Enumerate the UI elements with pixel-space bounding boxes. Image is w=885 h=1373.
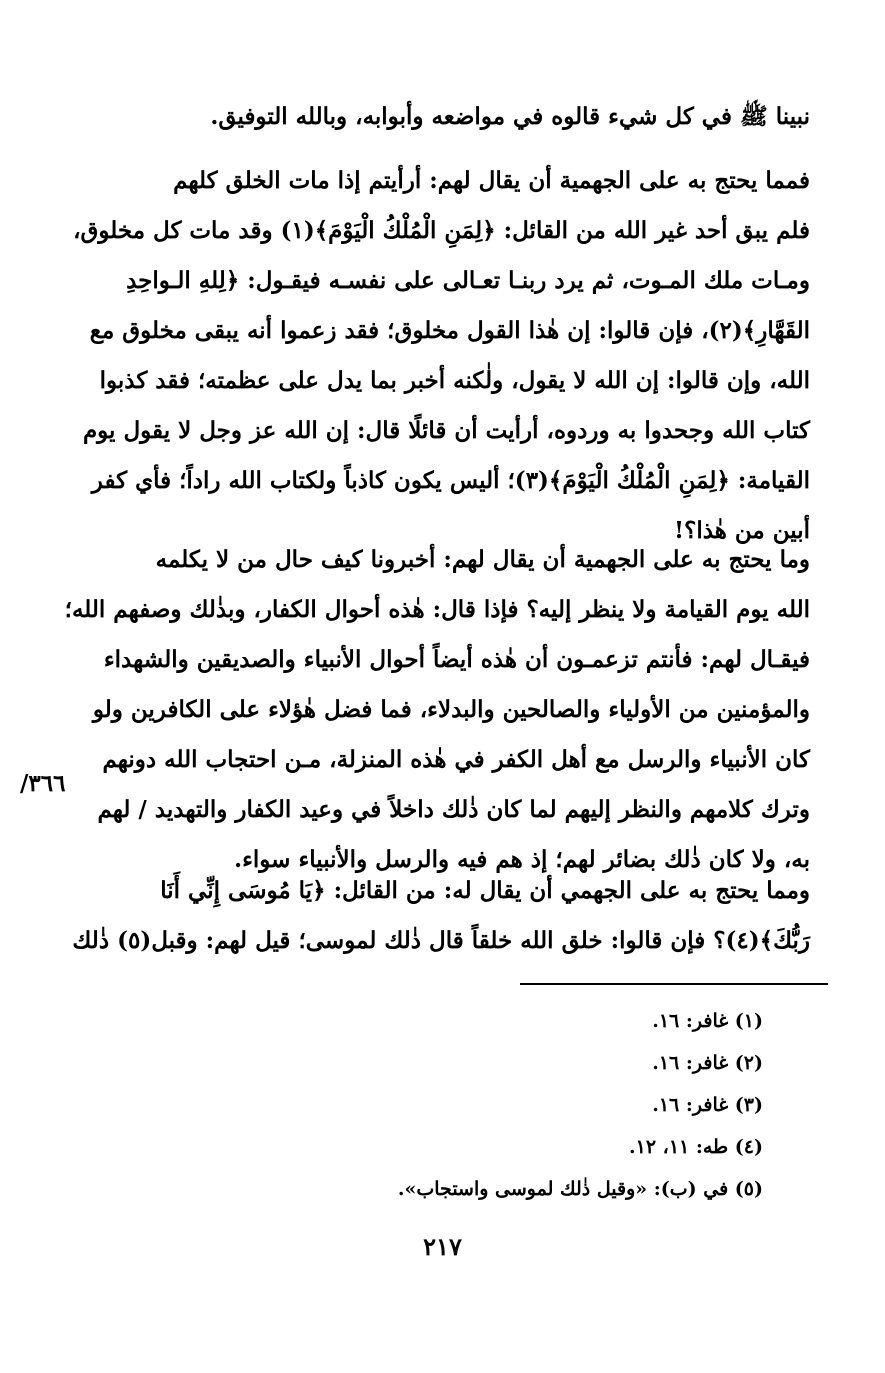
text-line: فلم يبق أحد غير الله من القائل: ﴿لِمَنِ الْمُلْكُ الْيَوْمَ﴾(١) وقد مات كل مخلوق، <box>73 217 810 244</box>
text-line: فيقـال لهم: فأنتم تزعمـون أن هٰذه أيضاً أحوال الأنبياء والصديقين والشهداء <box>103 646 810 673</box>
paragraph-2 <box>64 535 810 885</box>
footnotes <box>380 1000 763 1210</box>
footnote-item: (٢) غافر: ١٦. <box>652 1052 763 1074</box>
text-line: كان الأنبياء والرسل مع أهل الكفر في هٰذه المنزلة، مـن احتجاب الله دونهم <box>102 746 810 773</box>
paragraph-1 <box>73 156 810 556</box>
footnote-item: (٥) في (ب): «وقيل ذٰلك لموسى واستجاب». <box>397 1178 763 1200</box>
paragraph-3 <box>72 866 810 966</box>
text-line: نبينا ﷺ في كل شيء قالوه في مواضعه وأبوابه، وبالله التوفيق. <box>210 103 810 130</box>
text-line: به، ولا كان ذٰلك بضائر لهم؛ إذ هم فيه والرسل والأنبياء سواء. <box>234 846 810 873</box>
text-line: الله، وإن قالوا: إن الله لا يقول، ولٰكنه أخبر بما يدل على عظمته؛ فقد كذبوا <box>99 367 810 394</box>
text-line: والمؤمنين من الأولياء والصالحين والبدلاء، فما فضل هٰؤلاء على الكافرين ولو <box>92 696 810 723</box>
margin-page-reference: /٣٦٦ <box>20 770 66 797</box>
text-line: وترك كلامهم والنظر إليهم لما كان ذٰلك داخلاً في وعيد الكفار والتهديد / لهم <box>97 796 810 823</box>
text-line: كتاب الله وجحدوا به وردوه، أرأيت أن قائلًا قال: إن الله عز وجل لا يقول يوم <box>82 417 810 444</box>
text-line: رَبُّكَ﴾(٤)؟ فإن قالوا: خلق الله خلقاً قال ذٰلك لموسى؛ قيل لهم: وقبل(٥) ذٰلك <box>72 927 810 954</box>
text-line: أبين من هٰذا؟! <box>674 517 810 544</box>
text-line: الله يوم القيامة ولا ينظر إليه؟ فإذا قال: هٰذه أحوال الكفار، وبذٰلك وصفهم الله؛ <box>64 596 810 623</box>
text-line: فمما يحتج به على الجهمية أن يقال لهم: أرأيتم إذا مات الخلق كلهم <box>173 167 810 194</box>
footnote-item: (٤) طه: ١١، ١٢. <box>629 1136 763 1158</box>
text-line: القَهَّارِ﴾(٢)، فإن قالوا: إن هٰذا القول مخلوق؛ فقد زعموا أنه يبقى مخلوق مع <box>89 317 810 344</box>
text-line: وما يحتج به على الجهمية أن يقال لهم: أخبرونا كيف حال من لا يكلمه <box>155 546 810 573</box>
page-number: ٢١٧ <box>423 1232 462 1261</box>
text-line: ومـات ملك المـوت، ثم يرد ربنـا تعـالى على نفسـه فيقـول: ﴿لِلهِ الـواحِدِ <box>126 267 810 294</box>
footnote-separator <box>520 983 828 985</box>
footnote-item: (١) غافر: ١٦. <box>652 1010 763 1032</box>
text-line: ومما يحتج به على الجهمي أن يقال له: من القائل: ﴿يَا مُوسَى إِنِّي أَنَا <box>160 877 810 904</box>
text-line: القيامة: ﴿لِمَنِ الْمُلْكُ الْيَوْمَ﴾(٣)؛ أليس يكون كاذباً ولكتاب الله راداً؛ فأي كفر <box>91 467 810 494</box>
paragraph-intro-end <box>95 92 810 142</box>
footnote-item: (٣) غافر: ١٦. <box>652 1094 763 1116</box>
